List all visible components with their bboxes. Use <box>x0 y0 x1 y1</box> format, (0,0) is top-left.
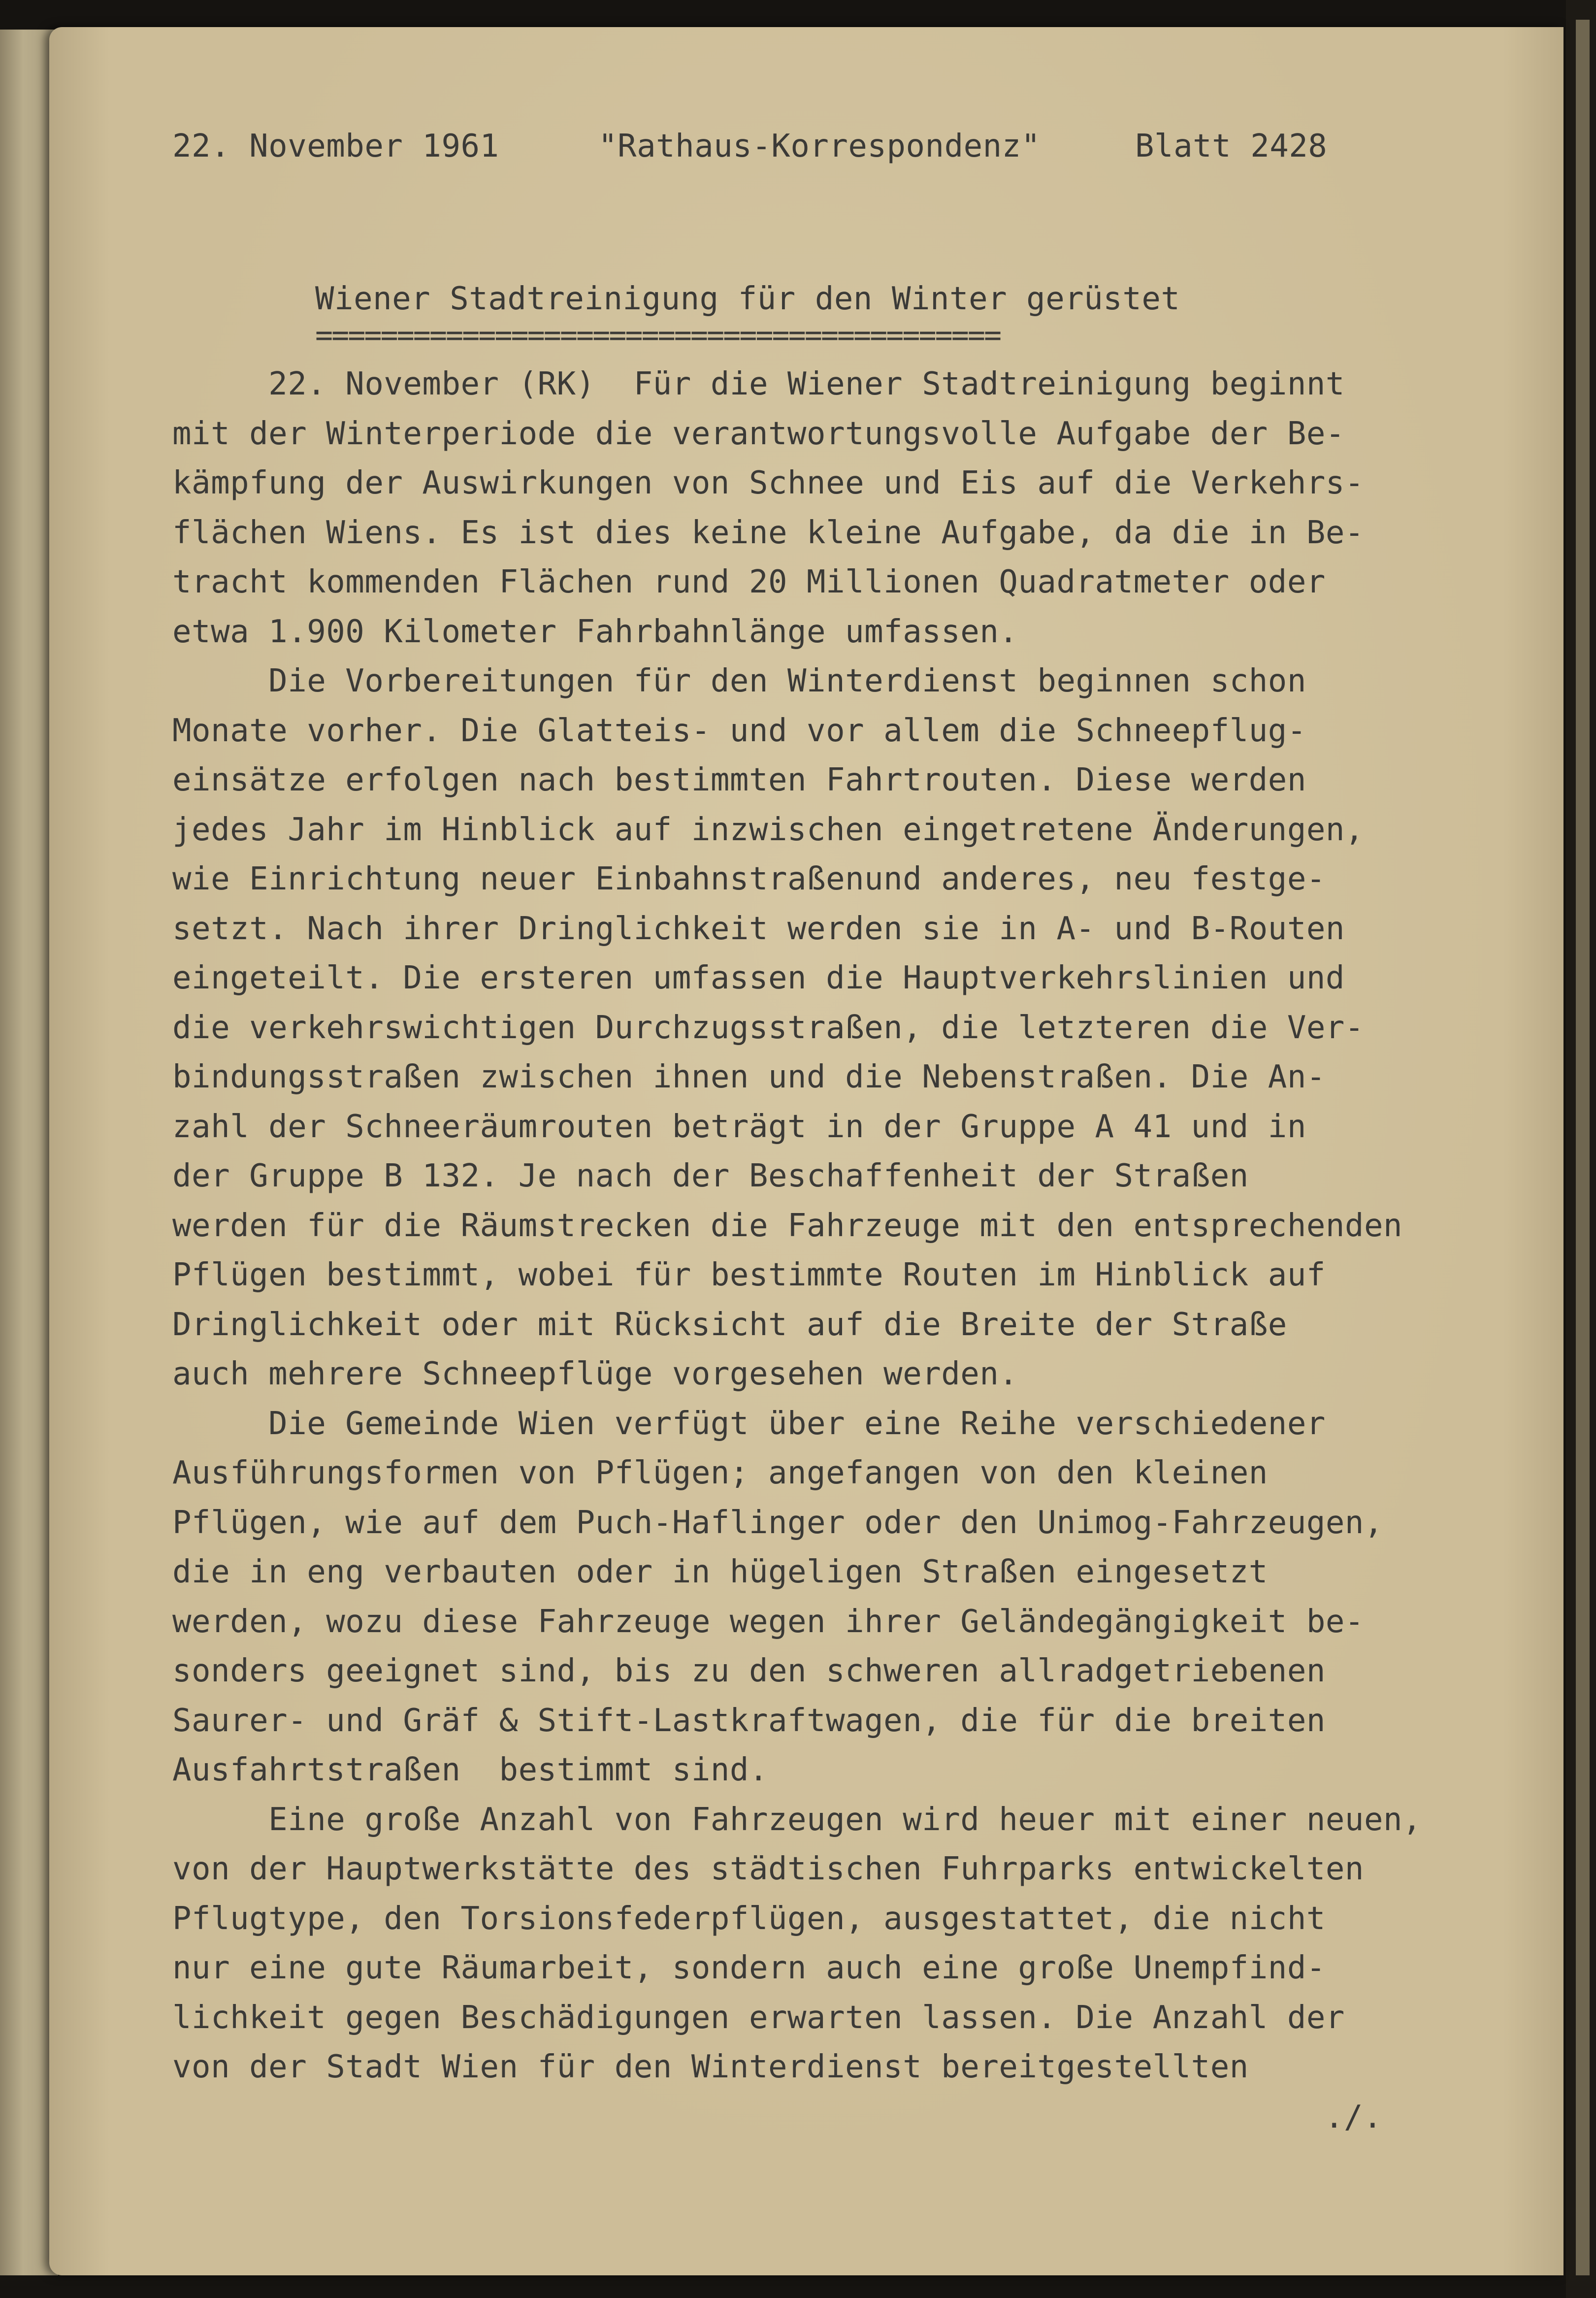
body-line: einsätze erfolgen nach bestimmten Fahrtrouten. Diese werden <box>172 762 1306 798</box>
article-title-underline: ========================================== <box>315 318 1001 353</box>
body-line: jedes Jahr im Hinblick auf inzwischen eingetretene Änderungen, <box>172 811 1364 848</box>
body-line: Ausfahrtstraßen bestimmt sind. <box>172 1752 768 1788</box>
body-line: werden für die Räumstrecken die Fahrzeuge mit den entsprechenden <box>172 1207 1402 1244</box>
body-line: Eine große Anzahl von Fahrzeugen wird heuer mit einer neuen, <box>172 1801 1422 1838</box>
page-edge-tab <box>1576 20 1590 2275</box>
body-line: Die Gemeinde Wien verfügt über eine Reihe verschiedener <box>172 1405 1326 1442</box>
body-line: der Gruppe B 132. Je nach der Beschaffenheit der Straßen <box>172 1158 1249 1194</box>
header-date: 22. November 1961 <box>172 128 499 164</box>
body-line: auch mehrere Schneepflüge vorgesehen werden. <box>172 1356 1018 1392</box>
body-line: die verkehrswichtigen Durchzugsstraßen, die letzteren die Ver- <box>172 1009 1364 1046</box>
body-line: mit der Winterperiode die verantwortungsvolle Aufgabe der Be- <box>172 415 1345 452</box>
body-line: zahl der Schneeräumrouten beträgt in der Gruppe A 41 und in <box>172 1108 1306 1145</box>
body-line: Dringlichkeit oder mit Rücksicht auf die Breite der Straße <box>172 1306 1287 1343</box>
body-line: Pflugtype, den Torsionsfederpflügen, ausgestattet, die nicht <box>172 1900 1326 1937</box>
body-line: die in eng verbauten oder in hügeligen Straßen eingesetzt <box>172 1554 1268 1590</box>
body-line: Die Vorbereitungen für den Winterdienst beginnen schon <box>172 663 1306 699</box>
body-line: wie Einrichtung neuer Einbahnstraßenund anderes, neu festge- <box>172 861 1326 897</box>
page-header <box>172 128 1374 172</box>
continuation-mark: ./. <box>1325 2099 1383 2135</box>
body-line: sonders geeignet sind, bis zu den schweren allradgetriebenen <box>172 1653 1326 1689</box>
body-line: kämpfung der Auswirkungen von Schnee und Eis auf die Verkehrs- <box>172 465 1364 501</box>
body-line: Pflügen, wie auf dem Puch-Haflinger oder den Unimog-Fahrzeugen, <box>172 1504 1383 1541</box>
body-line: 22. November (RK) Für die Wiener Stadtreinigung beginnt <box>172 366 1345 402</box>
article-body <box>172 360 1502 2092</box>
body-line: von der Hauptwerkstätte des städtischen Fuhrparks entwickelten <box>172 1851 1364 1887</box>
header-publication: "Rathaus-Korrespondenz" <box>598 128 1041 164</box>
body-line: setzt. Nach ihrer Dringlichkeit werden sie in A- und B-Routen <box>172 910 1345 947</box>
body-line: eingeteilt. Die ersteren umfassen die Hauptverkehrslinien und <box>172 960 1345 996</box>
body-line: Ausführungsformen von Pflügen; angefangen von den kleinen <box>172 1455 1268 1491</box>
body-line: bindungsstraßen zwischen ihnen und die Nebenstraßen. Die An- <box>172 1059 1326 1095</box>
body-line: Saurer- und Gräf & Stift-Lastkraftwagen, die für die breiten <box>172 1702 1326 1739</box>
body-line: werden, wozu diese Fahrzeuge wegen ihrer Geländegängigkeit be- <box>172 1603 1364 1640</box>
body-line: etwa 1.900 Kilometer Fahrbahnlänge umfassen. <box>172 613 1018 650</box>
article-title: Wiener Stadtreinigung für den Winter gerüstet <box>315 281 1180 317</box>
body-line: nur eine gute Räumarbeit, sondern auch eine große Unempfind- <box>172 1950 1326 1986</box>
body-line: flächen Wiens. Es ist dies keine kleine Aufgabe, da die in Be- <box>172 514 1364 551</box>
body-line: lichkeit gegen Beschädigungen erwarten lassen. Die Anzahl der <box>172 1999 1345 2036</box>
body-line: Pflügen bestimmt, wobei für bestimmte Routen im Hinblick auf <box>172 1257 1326 1293</box>
body-line: Monate vorher. Die Glatteis- und vor allem die Schneepflug- <box>172 712 1306 749</box>
header-sheet-number: Blatt 2428 <box>1135 128 1328 164</box>
right-page-edge <box>1566 0 1596 2298</box>
body-line: von der Stadt Wien für den Winterdienst bereitgestellten <box>172 2049 1249 2085</box>
body-line: tracht kommenden Flächen rund 20 Millionen Quadratmeter oder <box>172 564 1326 600</box>
